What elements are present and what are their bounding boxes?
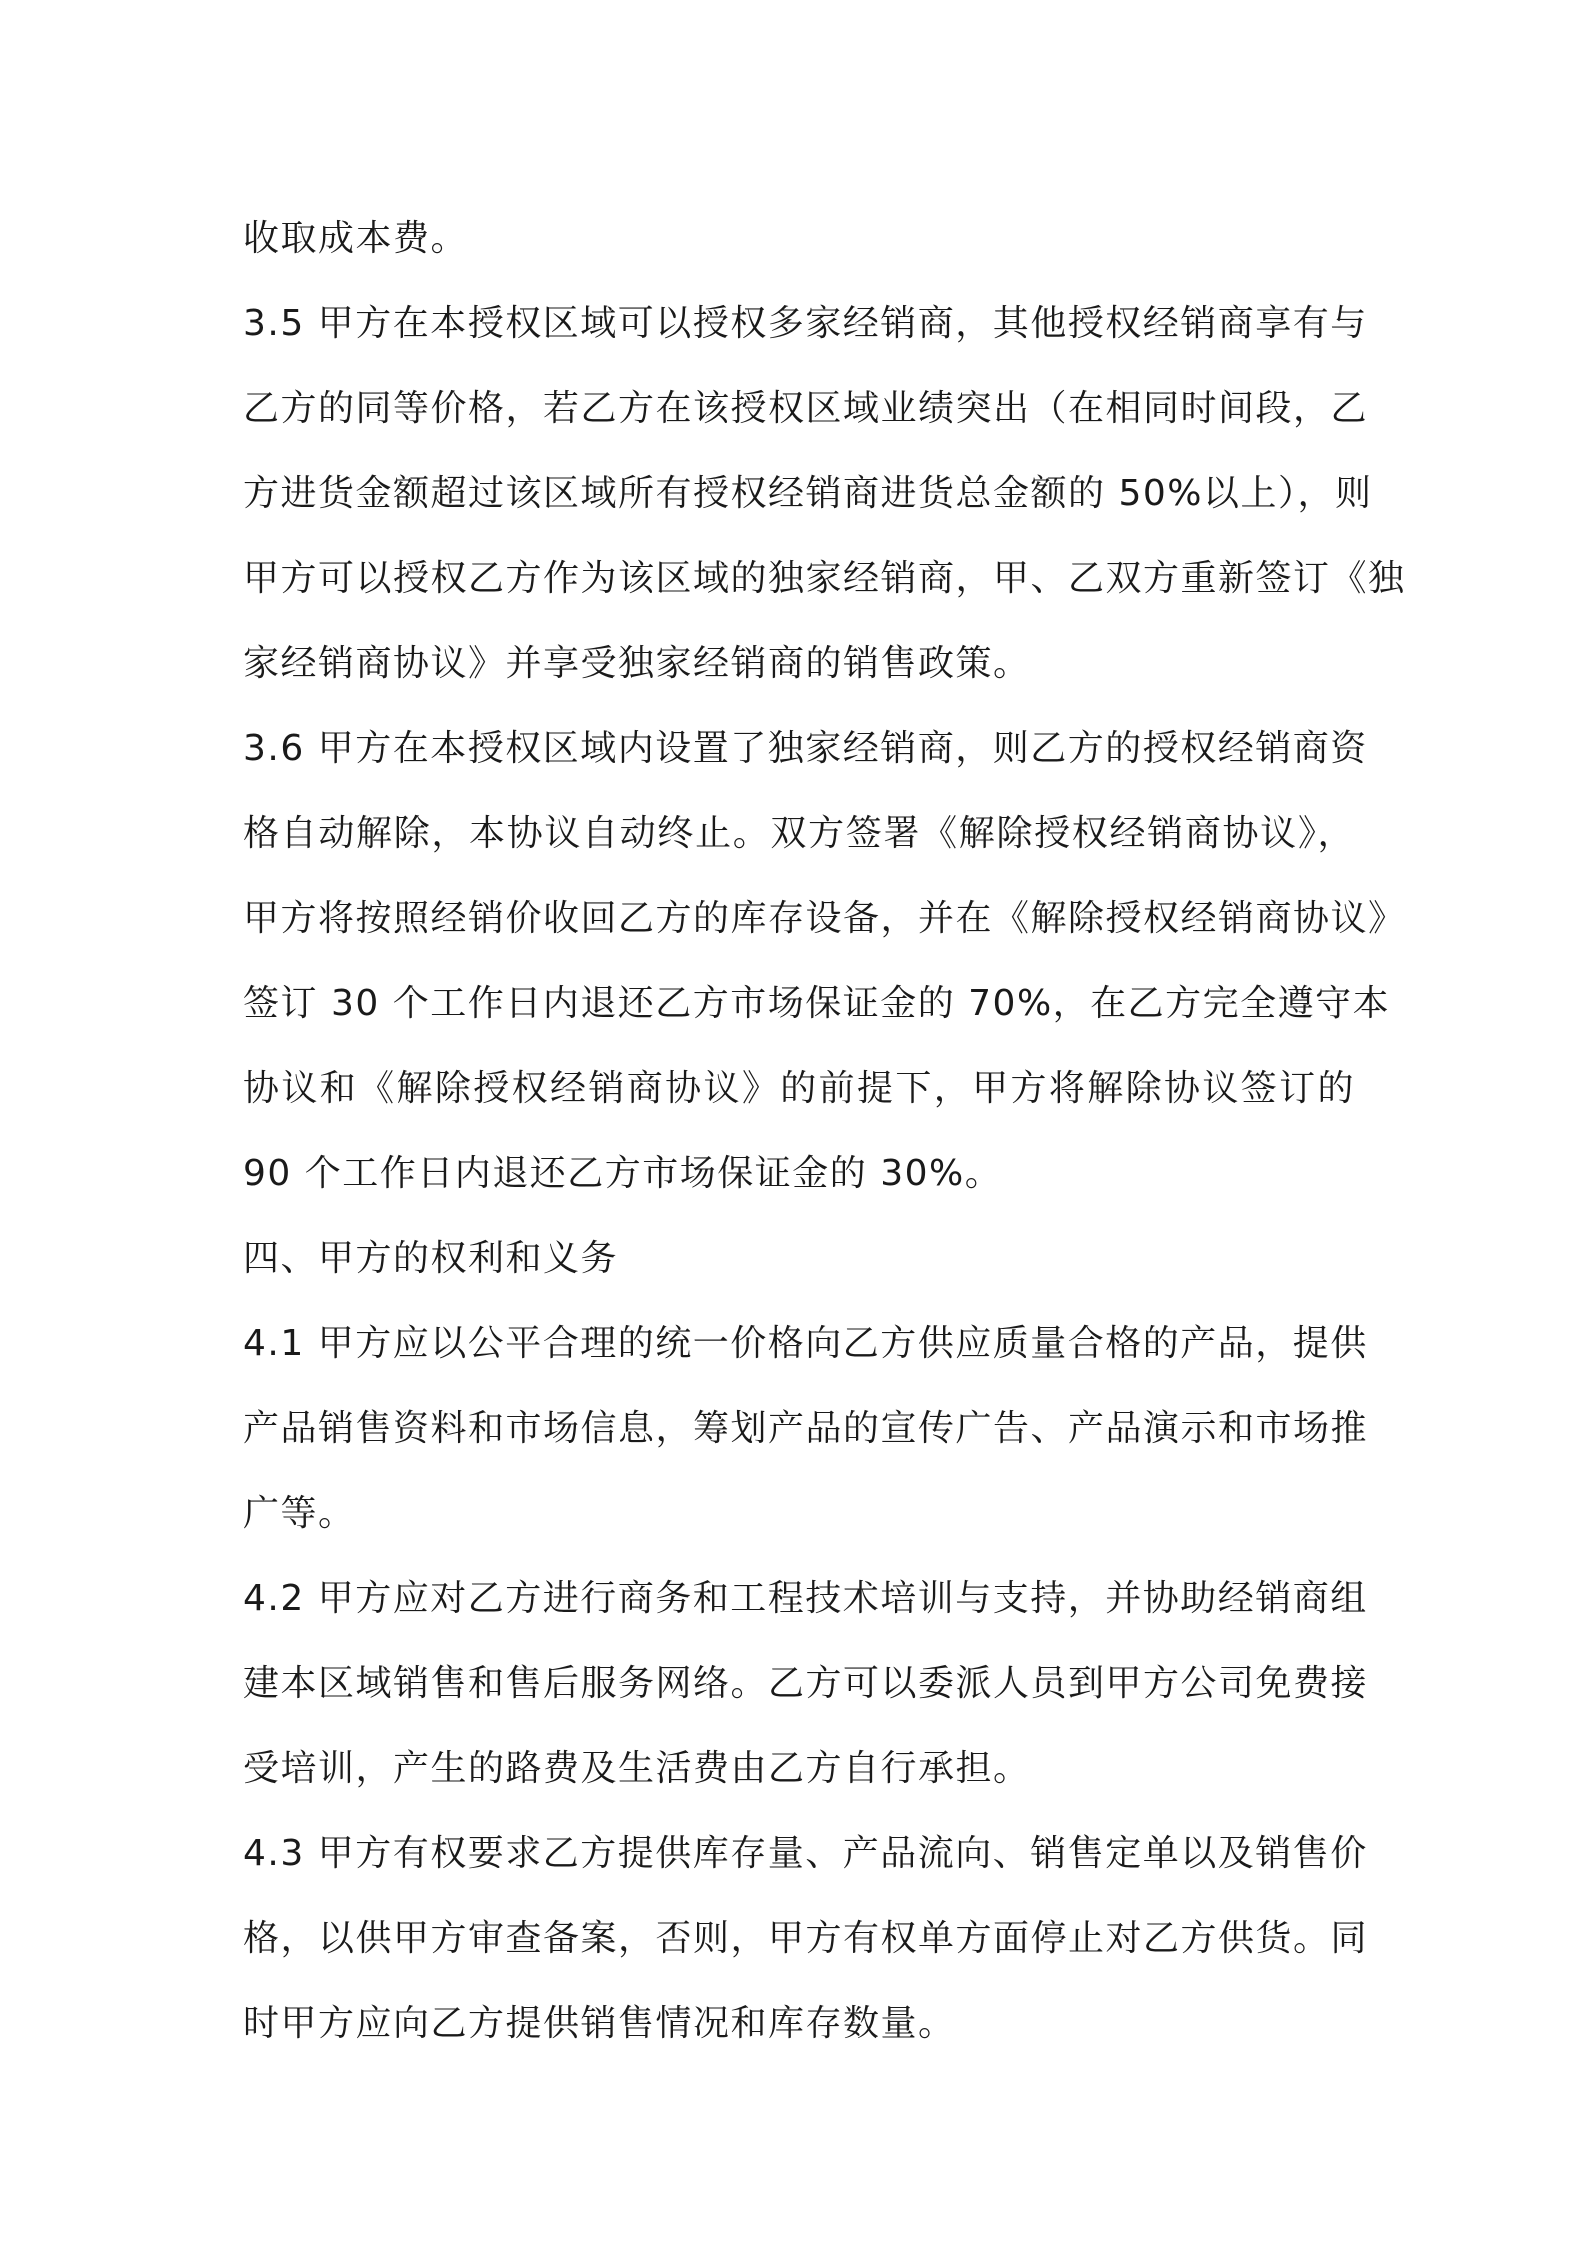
text-line: 受培训，产生的路费及生活费由乙方自行承担。 (243, 1748, 1031, 1789)
text-line: 格，以供甲方审查备案，否则，甲方有权单方面停止对乙方供货。同 (243, 1918, 1369, 1959)
text-line: 协议和《解除授权经销商协议》的前提下，甲方将解除协议签订的 (243, 1068, 1355, 1109)
text-line: 签订 30 个工作日内退还乙方市场保证金的 70%，在乙方完全遵守本 (243, 983, 1391, 1024)
text-line: 甲方可以授权乙方作为该区域的独家经销商，甲、乙双方重新签订《独 (243, 558, 1406, 599)
text-line: 收取成本费。 (243, 218, 469, 259)
clause-4-3-line: 4.3 甲方有权要求乙方提供库存量、产品流向、销售定单以及销售价 (243, 1833, 1368, 1874)
clause-4-1-line: 4.1 甲方应以公平合理的统一价格向乙方供应质量合格的产品，提供 (243, 1323, 1368, 1364)
text-line: 方进货金额超过该区域所有授权经销商进货总金额的 50%以上），则 (243, 473, 1373, 514)
text-line: 甲方将按照经销价收回乙方的库存设备，并在《解除授权经销商协议》 (243, 898, 1406, 939)
clause-3-6-line: 3.6 甲方在本授权区域内设置了独家经销商，则乙方的授权经销商资 (243, 728, 1368, 769)
text-line: 家经销商协议》并享受独家经销商的销售政策。 (243, 643, 1031, 684)
clause-4-2-line: 4.2 甲方应对乙方进行商务和工程技术培训与支持，并协助经销商组 (243, 1578, 1368, 1619)
clause-3-5-line: 3.5 甲方在本授权区域可以授权多家经销商，其他授权经销商享有与 (243, 303, 1368, 344)
text-line: 产品销售资料和市场信息，筹划产品的宣传广告、产品演示和市场推 (243, 1408, 1369, 1449)
text-line: 广等。 (243, 1493, 356, 1534)
section-heading: 四、甲方的权利和义务 (243, 1238, 619, 1279)
document-body (243, 196, 1406, 2066)
text-line: 建本区域销售和售后服务网络。乙方可以委派人员到甲方公司免费接 (243, 1663, 1369, 1704)
text-line: 时甲方应向乙方提供销售情况和库存数量。 (243, 2003, 956, 2044)
text-line: 格自动解除，本协议自动终止。双方签署《解除授权经销商协议》， (243, 813, 1355, 854)
text-line: 90 个工作日内退还乙方市场保证金的 30%。 (243, 1153, 1003, 1194)
text-line: 乙方的同等价格，若乙方在该授权区域业绩突出（在相同时间段，乙 (243, 388, 1369, 429)
